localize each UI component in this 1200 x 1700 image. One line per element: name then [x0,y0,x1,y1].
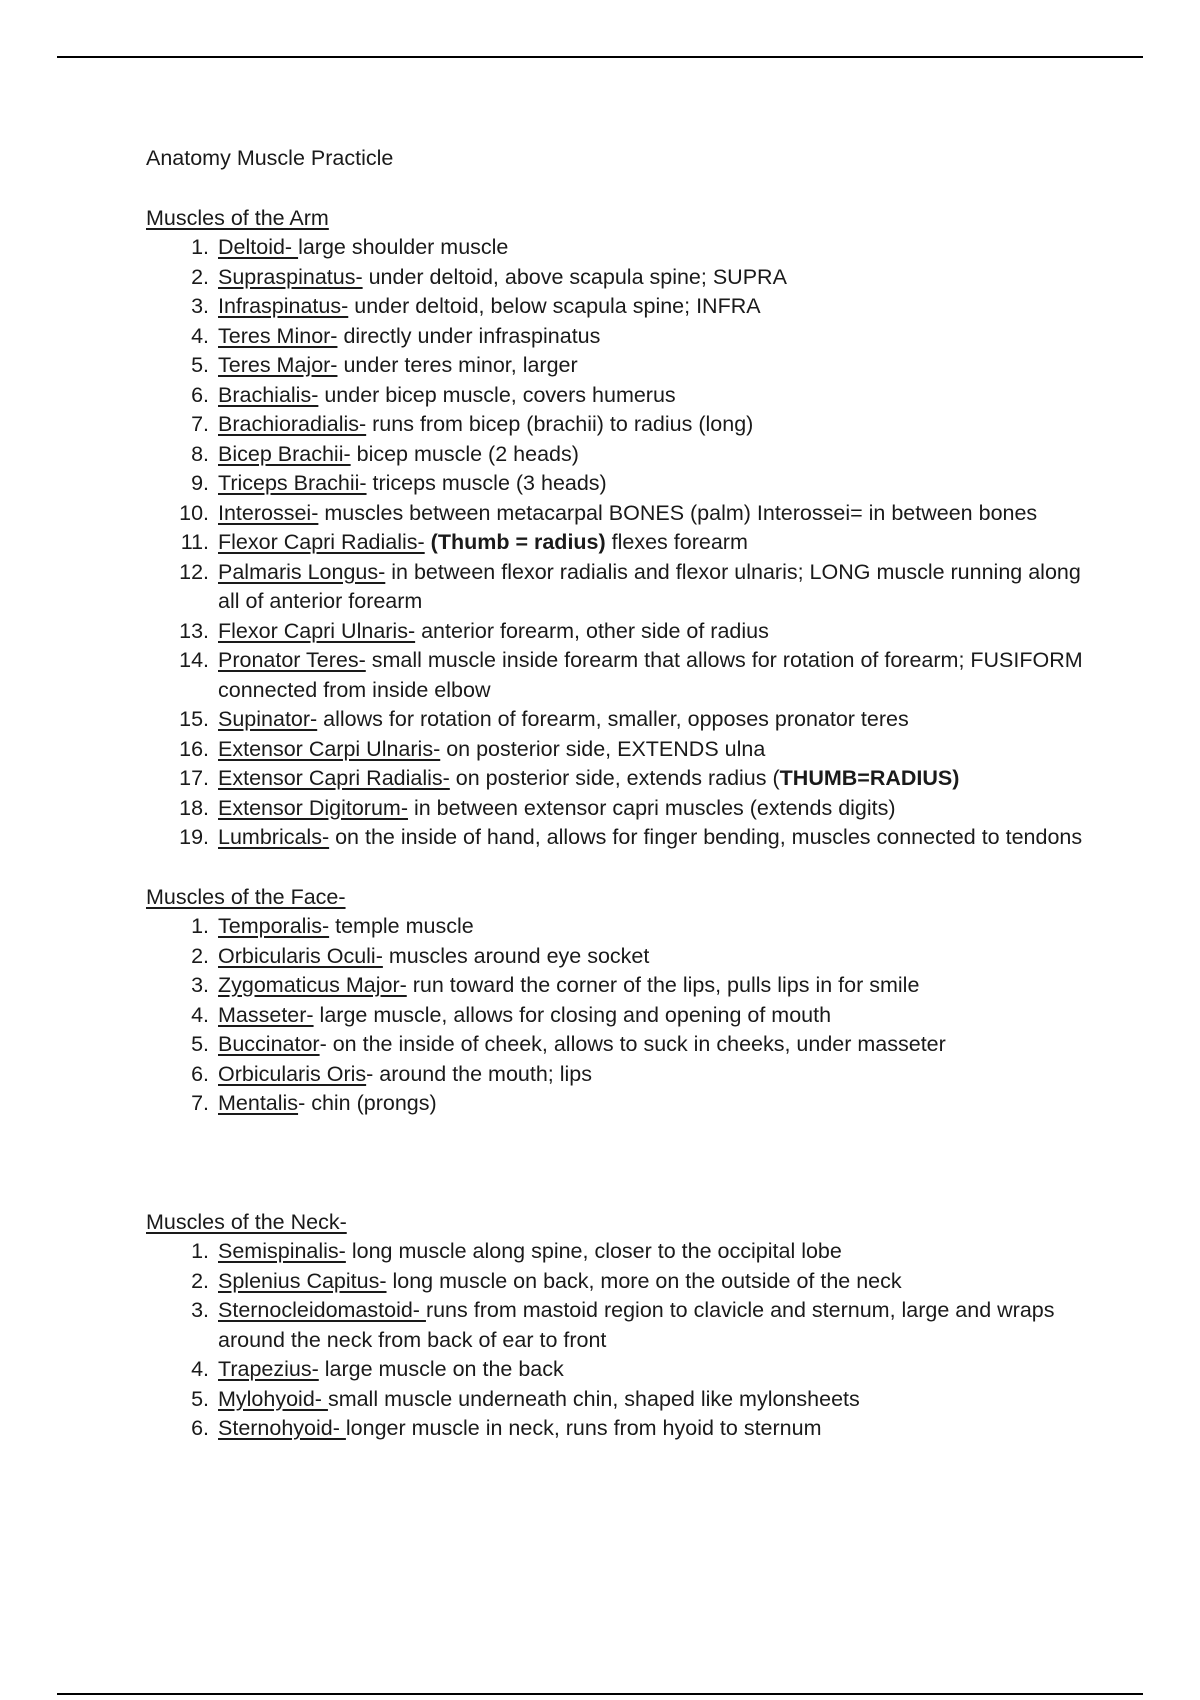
list-item [146,735,1106,765]
muscle-term: Sternocleidomastoid- [218,1298,426,1322]
muscle-term: Sternohyoid- [218,1416,346,1440]
muscle-description: longer muscle in neck, runs from hyoid to sternum [345,1416,822,1440]
muscle-term: Pronator Teres- [218,648,366,672]
item-number: 1. [191,1239,209,1263]
muscle-description: in between flexor radialis and flexor ulnaris; LONG muscle running along all of anterior forearm [218,559,1081,613]
muscle-description: on posterior side, EXTENDS ulna [440,736,766,761]
item-number: 11. [180,530,209,554]
list-item [146,1267,1106,1297]
muscle-description: triceps muscle (3 heads) [366,471,607,495]
muscle-term: Masseter- [218,1002,314,1027]
muscle-description: allows for rotation of forearm, smaller, opposes pronator teres [317,707,909,731]
item-number: 3. [191,294,209,318]
item-number: 3. [191,973,209,997]
list-item [146,1089,1106,1119]
muscle-description: run toward the corner of the lips, pulls lips in for smile [406,973,920,997]
muscle-description: small muscle underneath chin, shaped like mylonsheets [327,1386,860,1411]
muscle-description: under bicep muscle, covers humerus [318,382,676,407]
muscle-term: Extensor Carpi Ulnaris- [218,736,441,761]
muscle-term: Teres Major- [218,353,338,377]
muscle-term: Supinator- [218,707,318,731]
list-item [146,1355,1106,1385]
muscle-description: - chin (prongs) [298,1091,437,1115]
muscle-term: Trapezius- [218,1357,319,1381]
item-number: 5. [191,1386,209,1411]
muscle-term: Orbicularis Oculi- [218,943,383,968]
muscle-description: long muscle along spine, closer to the occipital lobe [345,1239,842,1263]
section-neck [146,1208,1106,1444]
document-title: Anatomy Muscle Practicle [146,146,394,170]
muscle-description: under teres minor, larger [337,353,578,377]
list-item [146,499,1106,529]
muscle-term: Deltoid- [218,235,299,259]
muscle-term: Temporalis- [218,914,330,938]
item-number: 18. [179,795,209,820]
list-item [146,410,1106,440]
list-item [146,528,1106,558]
muscle-list [146,233,1106,853]
muscle-description: directly under infraspinatus [337,323,601,348]
item-number: 12. [179,559,209,584]
list-item [146,912,1106,942]
emphasis-text: THUMB=RADIUS) [779,766,960,790]
muscle-description: - on the inside of cheek, allows to suck in cheeks, under masseter [319,1032,946,1056]
list-item [146,558,1106,617]
muscle-term: Buccinator [218,1032,320,1056]
list-item [146,351,1106,381]
item-number: 2. [191,1268,209,1293]
muscle-term: Brachialis- [218,382,319,407]
item-number: 3. [191,1298,209,1322]
list-item [146,1237,1106,1267]
list-item [146,233,1106,263]
muscle-term: Splenius Capitus- [218,1268,387,1293]
item-number: 13. [179,618,209,643]
muscle-description: on posterior side, extends radius ( [449,766,780,790]
muscle-description: - around the mouth; lips [366,1061,593,1086]
muscle-description: flexes forearm [605,530,748,554]
item-number: 4. [191,323,209,348]
list-item [146,1296,1106,1355]
list-item [146,263,1106,293]
list-item [146,322,1106,352]
muscle-term: Mylohyoid- [218,1386,328,1411]
header-rule [57,56,1143,58]
list-item [146,705,1106,735]
list-item [146,1414,1106,1444]
list-item [146,1060,1106,1090]
item-number: 9. [191,471,209,495]
section-face [146,883,1106,1119]
list-item [146,1030,1106,1060]
muscle-term: Interossei- [218,500,319,525]
muscle-description: runs from mastoid region to clavicle and sternum, large and wraps around the neck from back of ear to front [218,1298,1055,1352]
item-number: 1. [191,914,209,938]
section-heading: Muscles of the Face- [146,884,346,909]
document-body [146,144,1106,1444]
muscle-term: Supraspinatus- [218,264,363,289]
muscle-description: bicep muscle (2 heads) [350,441,579,466]
muscle-term: Mentalis [218,1091,299,1115]
muscle-term: Semispinalis- [218,1239,346,1263]
list-item [146,942,1106,972]
muscle-list [146,1237,1106,1444]
list-item [146,1001,1106,1031]
list-item [146,292,1106,322]
muscle-term: Extensor Capri Radialis- [218,766,450,790]
muscle-term: Zygomaticus Major- [218,973,407,997]
muscle-description: large muscle, allows for closing and opening of mouth [313,1002,832,1027]
list-item [146,469,1106,499]
muscle-description: under deltoid, below scapula spine; INFRA [348,294,761,318]
list-item [146,617,1106,647]
muscle-term: Extensor Digitorum- [218,795,408,820]
list-item [146,440,1106,470]
item-number: 5. [191,1032,209,1056]
list-item [146,381,1106,411]
item-number: 6. [191,1416,209,1440]
muscle-term: Triceps Brachii- [218,471,367,495]
muscle-description: temple muscle [329,914,474,938]
item-number: 2. [191,943,209,968]
muscle-term: Palmaris Longus- [218,559,386,584]
muscle-term: Infraspinatus- [218,294,349,318]
item-number: 17. [179,766,209,790]
muscle-description: large shoulder muscle [298,235,509,259]
muscle-description: anterior forearm, other side of radius [415,618,769,643]
muscle-term: Bicep Brachii- [218,441,351,466]
item-number: 15. [179,707,209,731]
list-item [146,971,1106,1001]
muscle-description: large muscle on the back [318,1357,564,1381]
muscle-term: Brachioradialis- [218,412,367,436]
muscle-description: runs from bicep (brachii) to radius (long) [366,412,754,436]
muscle-description: long muscle on back, more on the outside of the neck [386,1268,902,1293]
muscle-term: Teres Minor- [218,323,338,348]
item-number: 8. [191,441,209,466]
muscle-description: small muscle inside forearm that allows for rotation of forearm; FUSIFORM connected from inside elbow [218,648,1083,702]
item-number: 16. [179,736,209,761]
list-item [146,1385,1106,1415]
muscle-list [146,912,1106,1119]
muscle-description: muscles between metacarpal BONES (palm) Interossei= in between bones [318,500,1038,525]
emphasis-text: (Thumb = radius) [424,530,606,554]
list-item [146,646,1106,705]
item-number: 7. [191,412,209,436]
muscle-term: Orbicularis Oris [218,1061,367,1086]
muscle-description: in between extensor capri muscles (extends digits) [407,795,896,820]
muscle-description: on the inside of hand, allows for finger bending, muscles connected to tendons [329,825,1083,849]
section-heading: Muscles of the Arm [146,205,329,230]
item-number: 7. [191,1091,209,1115]
item-number: 2. [191,264,209,289]
muscle-description: muscles around eye socket [382,943,650,968]
item-number: 4. [191,1002,209,1027]
footer-rule [57,1693,1143,1695]
list-item [146,794,1106,824]
item-number: 19. [179,825,209,849]
item-number: 14. [179,648,209,672]
item-number: 6. [191,382,209,407]
section-arm [146,204,1106,853]
section-heading: Muscles of the Neck- [146,1209,347,1234]
item-number: 4. [191,1357,209,1381]
muscle-term: Flexor Capri Radialis- [218,530,425,554]
item-number: 10. [179,500,209,525]
list-item [146,764,1106,794]
muscle-term: Lumbricals- [218,825,330,849]
item-number: 5. [191,353,209,377]
list-item [146,823,1106,853]
item-number: 6. [191,1061,209,1086]
item-number: 1. [191,235,209,259]
muscle-term: Flexor Capri Ulnaris- [218,618,416,643]
muscle-description: under deltoid, above scapula spine; SUPRA [362,264,787,289]
